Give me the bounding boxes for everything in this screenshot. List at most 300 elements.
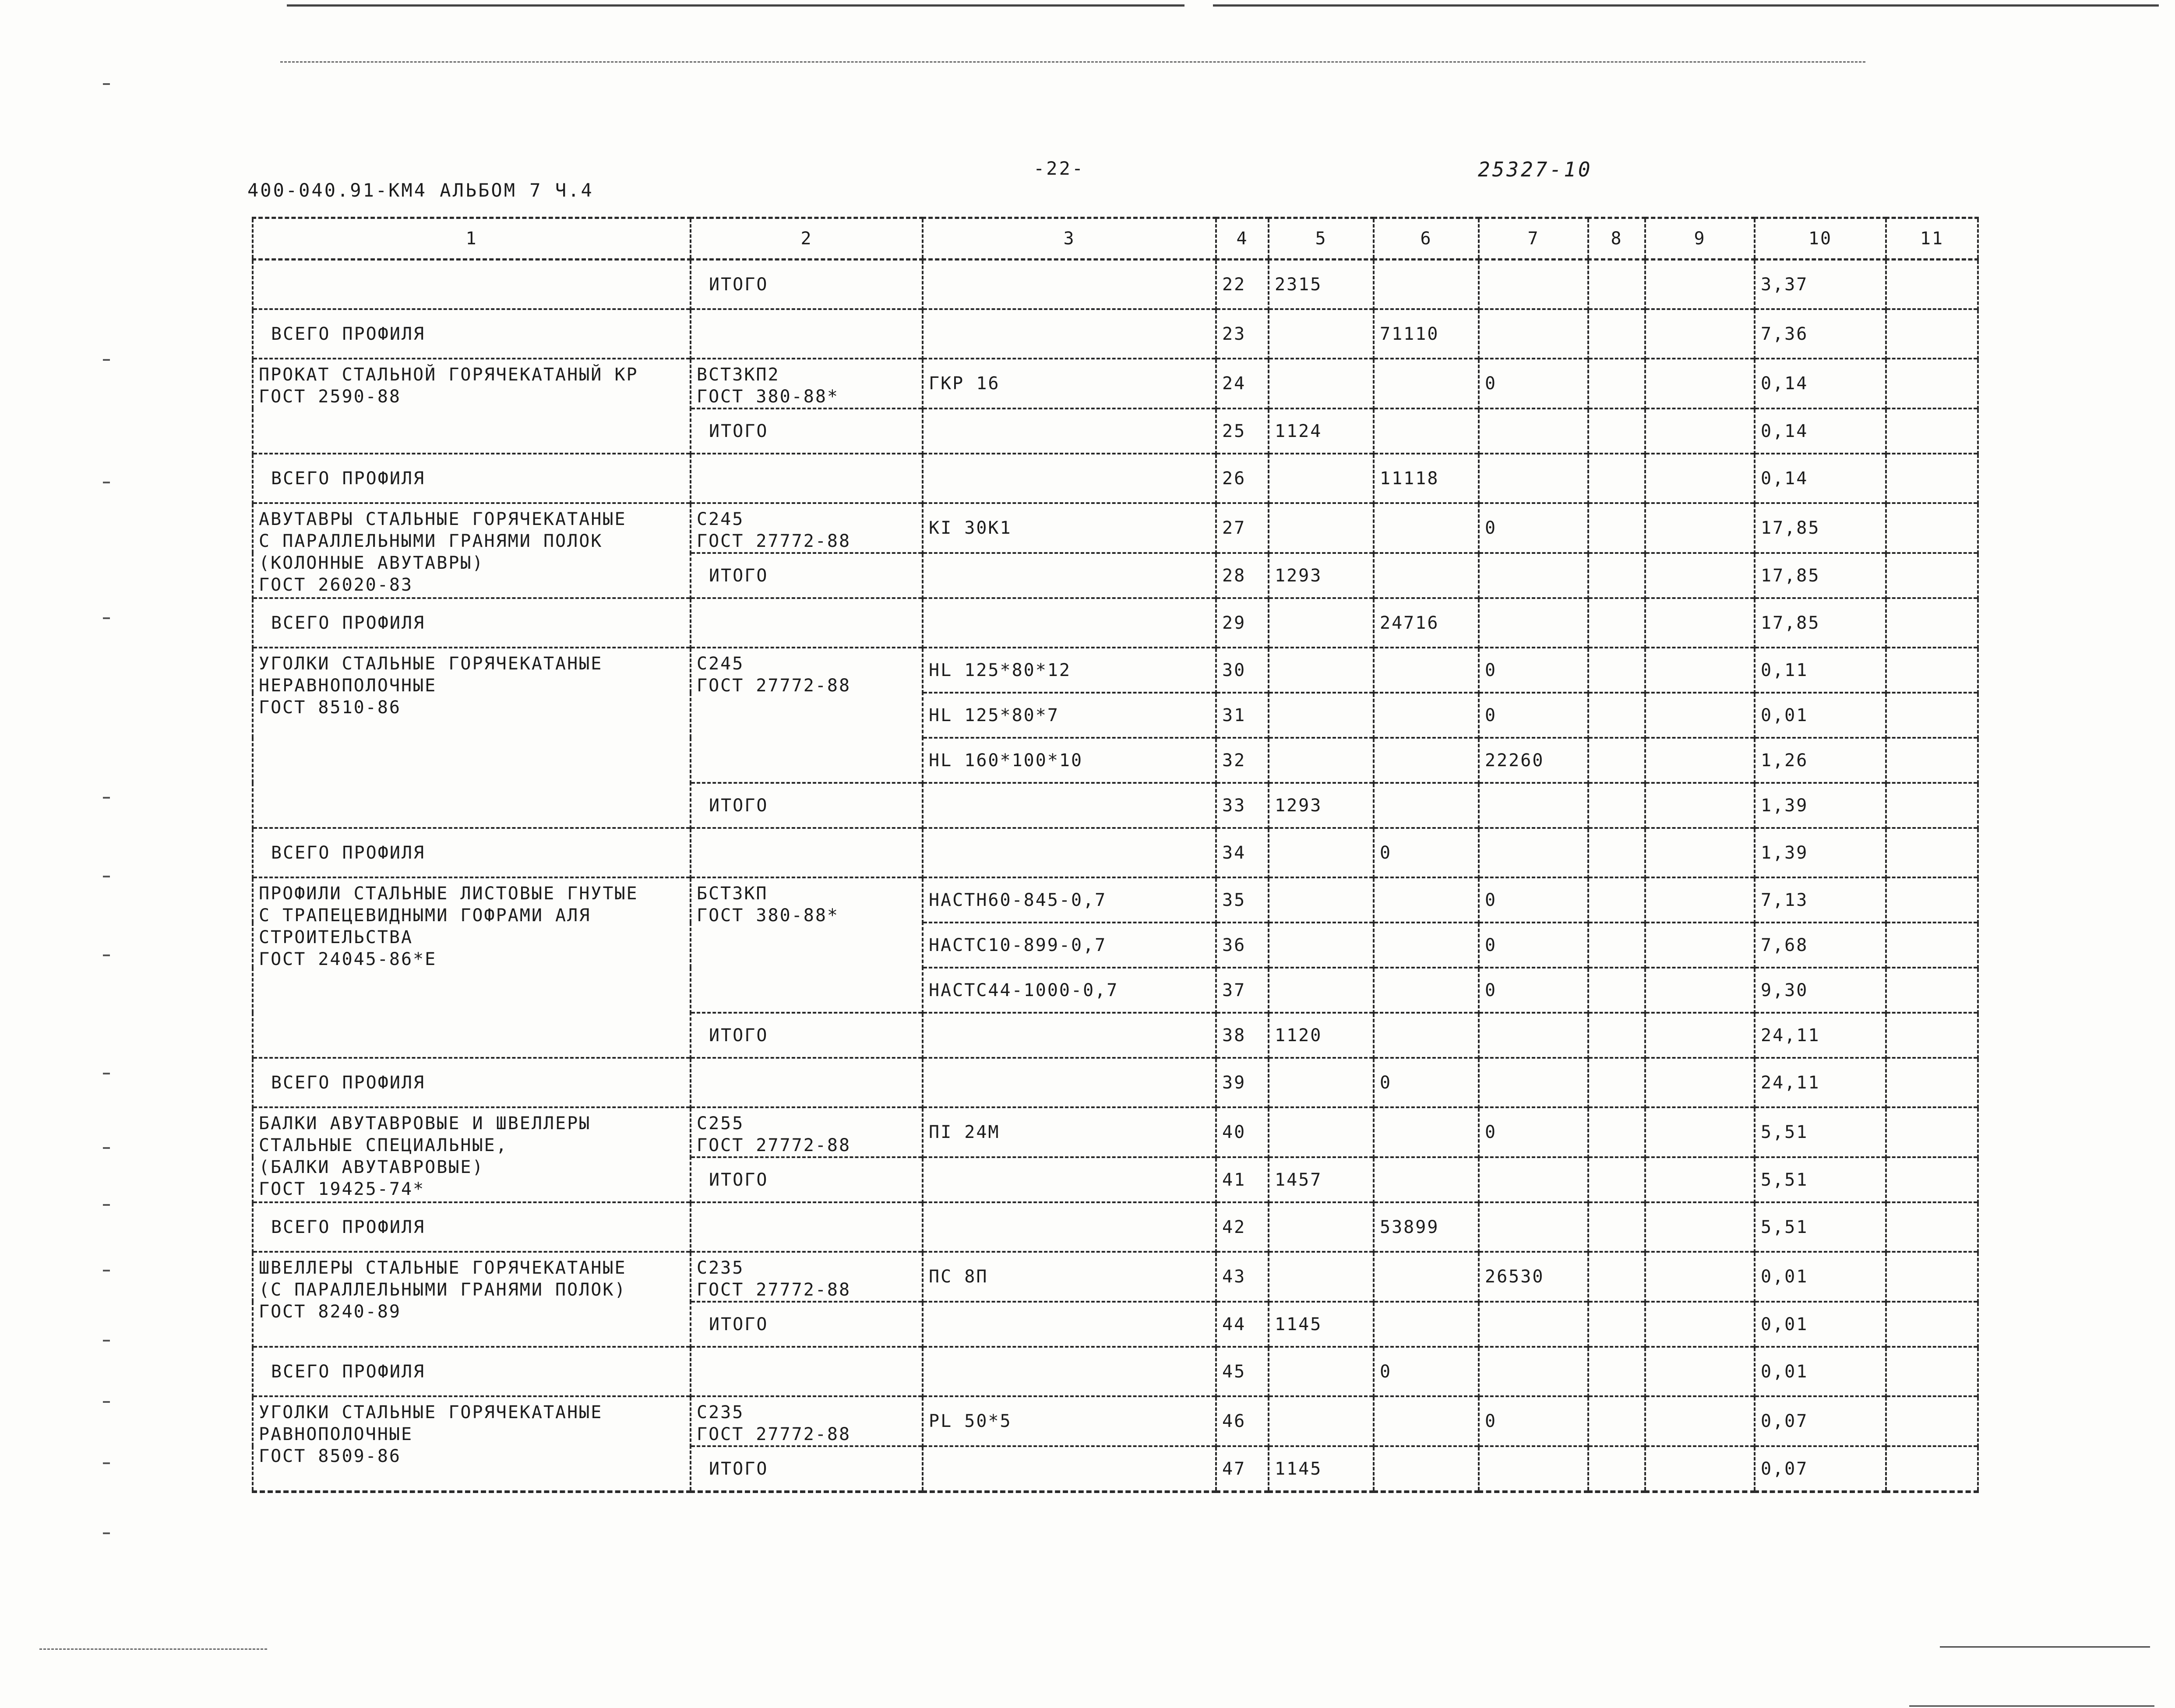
cell-col-9	[1645, 454, 1755, 503]
table-row	[253, 1202, 1978, 1252]
cell-col-8	[1588, 783, 1645, 828]
steel-grade-line: С245	[697, 509, 744, 529]
cell-col-6	[1374, 553, 1479, 598]
cell-col-9	[1645, 359, 1755, 409]
steel-grade-cell	[691, 1396, 923, 1446]
cell-col-8	[1588, 260, 1645, 310]
cell-col-4: 42	[1216, 1202, 1269, 1252]
column-number-4: 4	[1216, 218, 1269, 260]
product-name-line: ГОСТ 19425-74*	[259, 1179, 425, 1199]
cell-col-6	[1374, 1252, 1479, 1302]
product-name-line: ГОСТ 26020-83	[259, 575, 413, 595]
product-name-line: ВСЕГО ПРОФИЛЯ	[271, 1361, 426, 1382]
steel-grade-line: ИТОГО	[709, 274, 768, 295]
cell-col-10: 1,39	[1755, 828, 1886, 877]
cell-col-8	[1588, 598, 1645, 648]
cell-col-5	[1269, 309, 1374, 359]
bottom-right-rule	[1940, 1646, 2150, 1648]
cell-col-11	[1886, 1252, 1978, 1302]
cell-col-6	[1374, 648, 1479, 693]
table-row	[253, 1107, 1978, 1157]
cell-col-3	[923, 1347, 1216, 1396]
cell-col-9	[1645, 309, 1755, 359]
product-name-line: (БАЛКИ АВУТАВРОВЫЕ)	[259, 1157, 484, 1177]
cell-col-7: 0	[1479, 1396, 1588, 1446]
steel-grade-line: ГОСТ 27772-88	[697, 1280, 851, 1300]
product-name-line: (КОЛОННЫЕ АВУТАВРЫ)	[259, 553, 484, 573]
cell-col-3: ПС 8П	[923, 1252, 1216, 1302]
cell-col-4: 28	[1216, 553, 1269, 598]
cell-col-9	[1645, 1252, 1755, 1302]
cell-col-11	[1886, 693, 1978, 738]
cell-col-4: 39	[1216, 1058, 1269, 1107]
cell-col-3: НL 160*100*10	[923, 738, 1216, 783]
cell-col-9	[1645, 409, 1755, 454]
cell-col-9	[1645, 693, 1755, 738]
product-name-line: ПРОФИЛИ СТАЛЬНЫЕ ЛИСТОВЫЕ ГНУТЫЕ	[259, 884, 638, 904]
cell-col-3	[923, 1013, 1216, 1058]
margin-speck	[103, 482, 110, 483]
cell-col-8	[1588, 648, 1645, 693]
cell-col-8	[1588, 1202, 1645, 1252]
cell-col-7	[1479, 1302, 1588, 1347]
cell-col-10: 1,26	[1755, 738, 1886, 783]
steel-grade-cell	[691, 1347, 923, 1396]
cell-col-5	[1269, 877, 1374, 923]
cell-col-4: 47	[1216, 1446, 1269, 1492]
cell-col-5: 1457	[1269, 1157, 1374, 1202]
cell-col-7	[1479, 553, 1588, 598]
top-rule-left	[287, 4, 1184, 7]
margin-speck	[103, 617, 110, 619]
cell-col-5: 2315	[1269, 260, 1374, 310]
cell-col-8	[1588, 1107, 1645, 1157]
cell-col-11	[1886, 1347, 1978, 1396]
cell-col-4: 29	[1216, 598, 1269, 648]
table-row	[253, 828, 1978, 877]
cell-col-9	[1645, 877, 1755, 923]
cell-col-4: 43	[1216, 1252, 1269, 1302]
product-name-line: ШВЕЛЛЕРЫ СТАЛЬНЫЕ ГОРЯЧЕКАТАНЫЕ	[259, 1258, 627, 1278]
cell-col-5: 1124	[1269, 409, 1374, 454]
cell-col-9	[1645, 828, 1755, 877]
margin-speck	[103, 1401, 110, 1403]
margin-speck	[103, 1204, 110, 1206]
cell-col-6	[1374, 738, 1479, 783]
steel-grade-line: ИТОГО	[709, 795, 768, 816]
cell-col-8	[1588, 877, 1645, 923]
cell-col-6	[1374, 1107, 1479, 1157]
cell-col-6	[1374, 783, 1479, 828]
margin-speck	[103, 1340, 110, 1342]
cell-col-11	[1886, 1396, 1978, 1446]
cell-col-5	[1269, 968, 1374, 1013]
cell-col-3	[923, 454, 1216, 503]
cell-col-5: 1145	[1269, 1446, 1374, 1492]
cell-col-7: 0	[1479, 693, 1588, 738]
column-number-10: 10	[1755, 218, 1886, 260]
bottom-left-rule	[39, 1648, 267, 1650]
product-name-line: ВСЕГО ПРОФИЛЯ	[271, 324, 426, 344]
cell-col-11	[1886, 503, 1978, 553]
steel-grade-line: ГОСТ 27772-88	[697, 1424, 851, 1444]
cell-col-10: 0,01	[1755, 1252, 1886, 1302]
cell-col-8	[1588, 359, 1645, 409]
cell-col-10: 0,01	[1755, 1302, 1886, 1347]
cell-col-11	[1886, 1302, 1978, 1347]
page-number: -22-	[1033, 158, 1085, 179]
cell-col-10: 0,07	[1755, 1396, 1886, 1446]
cell-col-6: 71110	[1374, 309, 1479, 359]
cell-col-9	[1645, 1107, 1755, 1157]
cell-col-10: 3,37	[1755, 260, 1886, 310]
column-number-3: 3	[923, 218, 1216, 260]
cell-col-10: 1,39	[1755, 783, 1886, 828]
cell-col-9	[1645, 648, 1755, 693]
cell-col-3	[923, 1202, 1216, 1252]
bottom-right-rule-2	[1909, 1705, 2154, 1707]
product-name-line: ГОСТ 24045-86*Е	[259, 949, 437, 969]
product-name-cell	[253, 309, 691, 359]
cell-col-6	[1374, 409, 1479, 454]
table-row	[253, 598, 1978, 648]
cell-col-6: 0	[1374, 828, 1479, 877]
cell-col-9	[1645, 923, 1755, 968]
cell-col-4: 38	[1216, 1013, 1269, 1058]
cell-col-10: 5,51	[1755, 1157, 1886, 1202]
cell-col-3: ПI 24М	[923, 1107, 1216, 1157]
steel-grade-line: ГОСТ 27772-88	[697, 531, 851, 551]
cell-col-7	[1479, 598, 1588, 648]
cell-col-8	[1588, 1396, 1645, 1446]
cell-col-5	[1269, 693, 1374, 738]
document-code: 400-040.91-КМ4 АЛЬБОМ 7 Ч.4	[247, 180, 594, 201]
cell-col-5: 1293	[1269, 553, 1374, 598]
margin-speck	[103, 1270, 110, 1271]
steel-grade-cell	[691, 648, 923, 783]
cell-col-9	[1645, 1302, 1755, 1347]
cell-col-7: 0	[1479, 503, 1588, 553]
cell-col-4: 37	[1216, 968, 1269, 1013]
cell-col-7	[1479, 1446, 1588, 1492]
table-row	[253, 1058, 1978, 1107]
cell-col-6: 24716	[1374, 598, 1479, 648]
column-number-11: 11	[1886, 218, 1978, 260]
top-rule-right	[1213, 4, 2159, 7]
cell-col-5	[1269, 1252, 1374, 1302]
steel-grade-cell	[691, 1013, 923, 1058]
cell-col-11	[1886, 968, 1978, 1013]
cell-col-4: 30	[1216, 648, 1269, 693]
steel-grade-line: ИТОГО	[709, 1458, 768, 1479]
cell-col-6	[1374, 359, 1479, 409]
product-name-line: ВСЕГО ПРОФИЛЯ	[271, 842, 426, 863]
table-header	[253, 218, 1978, 260]
cell-col-9	[1645, 1013, 1755, 1058]
cell-col-11	[1886, 359, 1978, 409]
cell-col-8	[1588, 738, 1645, 783]
cell-col-4: 35	[1216, 877, 1269, 923]
cell-col-5: 1293	[1269, 783, 1374, 828]
cell-col-4: 23	[1216, 309, 1269, 359]
cell-col-8	[1588, 409, 1645, 454]
cell-col-7	[1479, 454, 1588, 503]
product-name-cell	[253, 828, 691, 877]
cell-col-9	[1645, 1347, 1755, 1396]
steel-grade-line: С245	[697, 654, 744, 674]
cell-col-11	[1886, 553, 1978, 598]
cell-col-9	[1645, 1446, 1755, 1492]
cell-col-8	[1588, 503, 1645, 553]
cell-col-5	[1269, 1347, 1374, 1396]
steel-grade-cell	[691, 1157, 923, 1202]
cell-col-3	[923, 828, 1216, 877]
column-number-row	[253, 218, 1978, 260]
table-row	[253, 359, 1978, 409]
cell-col-10: 17,85	[1755, 553, 1886, 598]
cell-col-6	[1374, 1396, 1479, 1446]
cell-col-3	[923, 1058, 1216, 1107]
steel-grade-line: ИТОГО	[709, 421, 768, 441]
cell-col-7	[1479, 309, 1588, 359]
steel-grade-line: ИТОГО	[709, 565, 768, 586]
cell-col-7	[1479, 1157, 1588, 1202]
product-name-cell	[253, 877, 691, 1058]
cell-col-11	[1886, 738, 1978, 783]
cell-col-8	[1588, 1157, 1645, 1202]
product-name-cell	[253, 454, 691, 503]
cell-col-3: НАСТС44-1000-0,7	[923, 968, 1216, 1013]
product-name-line: С ТРАПЕЦЕВИДНЫМИ ГОФРАМИ АЛЯ	[259, 905, 591, 926]
cell-col-8	[1588, 1302, 1645, 1347]
product-name-cell	[253, 1252, 691, 1347]
cell-col-6	[1374, 1157, 1479, 1202]
cell-col-7: 0	[1479, 877, 1588, 923]
cell-col-3: КI 30К1	[923, 503, 1216, 553]
margin-speck	[103, 359, 110, 361]
steel-grade-line: С255	[697, 1113, 744, 1134]
steel-grade-line: С235	[697, 1402, 744, 1423]
table-row	[253, 877, 1978, 923]
cell-col-5	[1269, 923, 1374, 968]
cell-col-6: 11118	[1374, 454, 1479, 503]
cell-col-6: 53899	[1374, 1202, 1479, 1252]
steel-grade-line: ВСТ3КП2	[697, 365, 780, 385]
cell-col-10: 0,07	[1755, 1446, 1886, 1492]
product-name-cell	[253, 503, 691, 598]
table-row	[253, 1347, 1978, 1396]
cell-col-4: 24	[1216, 359, 1269, 409]
product-name-line: С ПАРАЛЛЕЛЬНЫМИ ГРАНЯМИ ПОЛОК	[259, 531, 603, 551]
cell-col-11	[1886, 1013, 1978, 1058]
margin-speck	[103, 954, 110, 956]
column-number-6: 6	[1374, 218, 1479, 260]
steel-grade-cell	[691, 553, 923, 598]
cell-col-5	[1269, 1107, 1374, 1157]
cell-col-8	[1588, 1446, 1645, 1492]
steel-grade-line: ИТОГО	[709, 1025, 768, 1046]
product-name-line: УГОЛКИ СТАЛЬНЫЕ ГОРЯЧЕКАТАНЫЕ	[259, 1402, 603, 1423]
cell-col-8	[1588, 1058, 1645, 1107]
cell-col-11	[1886, 598, 1978, 648]
product-name-line: РАВНОПОЛОЧНЫЕ	[259, 1424, 413, 1444]
cell-col-7	[1479, 260, 1588, 310]
cell-col-11	[1886, 783, 1978, 828]
cell-col-5: 1120	[1269, 1013, 1374, 1058]
cell-col-3: НL 125*80*7	[923, 693, 1216, 738]
cell-col-3	[923, 1157, 1216, 1202]
table-row	[253, 1252, 1978, 1302]
cell-col-4: 31	[1216, 693, 1269, 738]
cell-col-10: 7,68	[1755, 923, 1886, 968]
cell-col-10: 7,13	[1755, 877, 1886, 923]
cell-col-8	[1588, 553, 1645, 598]
cell-col-4: 32	[1216, 738, 1269, 783]
cell-col-11	[1886, 648, 1978, 693]
cell-col-5	[1269, 1202, 1374, 1252]
cell-col-6: 0	[1374, 1347, 1479, 1396]
steel-grade-cell	[691, 783, 923, 828]
cell-col-10: 17,85	[1755, 503, 1886, 553]
steel-grade-cell	[691, 1446, 923, 1492]
cell-col-10: 0,11	[1755, 648, 1886, 693]
product-name-line: ГОСТ 8509-86	[259, 1446, 401, 1466]
cell-col-5	[1269, 359, 1374, 409]
cell-col-11	[1886, 1107, 1978, 1157]
cell-col-5	[1269, 598, 1374, 648]
product-name-cell	[253, 1107, 691, 1202]
cell-col-4: 34	[1216, 828, 1269, 877]
product-name-cell	[253, 648, 691, 828]
cell-col-4: 36	[1216, 923, 1269, 968]
cell-col-3: НАСТС10-899-0,7	[923, 923, 1216, 968]
product-name-cell	[253, 598, 691, 648]
cell-col-3: ГКР 16	[923, 359, 1216, 409]
product-name-line: ПРОКАТ СТАЛЬНОЙ ГОРЯЧЕКАТАНЫЙ КР	[259, 365, 638, 385]
cell-col-11	[1886, 828, 1978, 877]
cell-col-10: 24,11	[1755, 1058, 1886, 1107]
cell-col-3	[923, 309, 1216, 359]
cell-col-9	[1645, 260, 1755, 310]
cell-col-5	[1269, 1396, 1374, 1446]
cell-col-3	[923, 598, 1216, 648]
cell-col-4: 26	[1216, 454, 1269, 503]
margin-speck	[103, 1073, 110, 1074]
product-name-line: ВСЕГО ПРОФИЛЯ	[271, 613, 426, 633]
cell-col-11	[1886, 877, 1978, 923]
cell-col-9	[1645, 738, 1755, 783]
cell-col-9	[1645, 1396, 1755, 1446]
table-row	[253, 503, 1978, 553]
cell-col-4: 45	[1216, 1347, 1269, 1396]
cell-col-8	[1588, 923, 1645, 968]
steel-grade-cell	[691, 503, 923, 553]
cell-col-3: НL 125*80*12	[923, 648, 1216, 693]
cell-col-9	[1645, 1058, 1755, 1107]
cell-col-5	[1269, 828, 1374, 877]
cell-col-11	[1886, 454, 1978, 503]
cell-col-11	[1886, 923, 1978, 968]
table-row	[253, 1396, 1978, 1446]
cell-col-9	[1645, 598, 1755, 648]
cell-col-6: 0	[1374, 1058, 1479, 1107]
cell-col-6	[1374, 923, 1479, 968]
cell-col-4: 25	[1216, 409, 1269, 454]
cell-col-3	[923, 1302, 1216, 1347]
steel-grade-cell	[691, 1107, 923, 1157]
steel-grade-line: ГОСТ 380-88*	[697, 905, 839, 926]
cell-col-3: РL 50*5	[923, 1396, 1216, 1446]
cell-col-11	[1886, 1058, 1978, 1107]
product-name-line: ГОСТ 8510-86	[259, 697, 401, 718]
steel-grade-line: С235	[697, 1258, 744, 1278]
cell-col-7	[1479, 783, 1588, 828]
margin-speck	[103, 1532, 110, 1534]
cell-col-9	[1645, 1202, 1755, 1252]
cell-col-10: 5,51	[1755, 1202, 1886, 1252]
steel-grade-line: БСТ3КП	[697, 884, 768, 904]
column-number-1: 1	[253, 218, 691, 260]
cell-col-6	[1374, 260, 1479, 310]
product-name-line: ГОСТ 8240-89	[259, 1302, 401, 1322]
product-name-line: ВСЕГО ПРОФИЛЯ	[271, 468, 426, 489]
cell-col-6	[1374, 693, 1479, 738]
table-row	[253, 454, 1978, 503]
cell-col-10: 24,11	[1755, 1013, 1886, 1058]
product-name-cell	[253, 1202, 691, 1252]
margin-speck	[103, 1462, 110, 1464]
steel-grade-cell	[691, 260, 923, 310]
cell-col-7	[1479, 1058, 1588, 1107]
product-name-line: СТРОИТЕЛЬСТВА	[259, 927, 413, 947]
cell-col-7	[1479, 1202, 1588, 1252]
cell-col-5	[1269, 738, 1374, 783]
cell-col-11	[1886, 409, 1978, 454]
cell-col-3	[923, 409, 1216, 454]
cell-col-4: 40	[1216, 1107, 1269, 1157]
cell-col-10: 9,30	[1755, 968, 1886, 1013]
cell-col-5	[1269, 503, 1374, 553]
cell-col-8	[1588, 968, 1645, 1013]
top-rule-dashed	[280, 61, 1865, 63]
margin-speck	[103, 83, 110, 85]
cell-col-5	[1269, 454, 1374, 503]
document-number: 25327-10	[1478, 158, 1593, 181]
cell-col-9	[1645, 503, 1755, 553]
cell-col-7: 0	[1479, 1107, 1588, 1157]
product-name-cell	[253, 1396, 691, 1492]
cell-col-10: 0,14	[1755, 359, 1886, 409]
steel-grade-cell	[691, 598, 923, 648]
cell-col-4: 46	[1216, 1396, 1269, 1446]
steel-grade-cell	[691, 828, 923, 877]
cell-col-7: 22260	[1479, 738, 1588, 783]
cell-col-8	[1588, 454, 1645, 503]
steel-grade-cell	[691, 409, 923, 454]
cell-col-3	[923, 260, 1216, 310]
cell-col-11	[1886, 309, 1978, 359]
column-number-5: 5	[1269, 218, 1374, 260]
cell-col-7	[1479, 1347, 1588, 1396]
steel-grade-line: ИТОГО	[709, 1169, 768, 1190]
product-name-cell	[253, 1347, 691, 1396]
cell-col-8	[1588, 309, 1645, 359]
column-number-8: 8	[1588, 218, 1645, 260]
specification-table	[252, 217, 1979, 1493]
product-name-line: АВУТАВРЫ СТАЛЬНЫЕ ГОРЯЧЕКАТАНЫЕ	[259, 509, 627, 529]
product-name-cell	[253, 260, 691, 310]
steel-grade-cell	[691, 877, 923, 1013]
